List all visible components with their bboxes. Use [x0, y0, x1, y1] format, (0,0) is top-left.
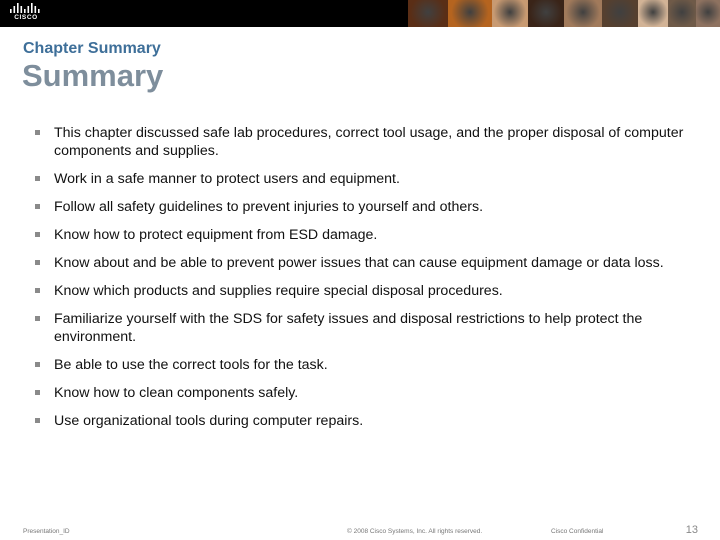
- cisco-bridge-icon: [10, 3, 42, 13]
- header-photo-strip: [408, 0, 720, 27]
- bullet-square-icon: [35, 316, 40, 321]
- bullet-item: [35, 412, 700, 430]
- bullet-text: Use organizational tools during computer repairs.: [54, 413, 364, 429]
- bullet-square-icon: [35, 418, 40, 423]
- bullet-text: Know which products and supplies require special disposal procedures.: [54, 283, 503, 299]
- bullet-square-icon: [35, 260, 40, 265]
- bullet-item: [35, 356, 700, 374]
- header-bar: [0, 0, 720, 27]
- cisco-logo-text: CISCO: [14, 14, 38, 21]
- header-photo-person-icon: [528, 0, 564, 27]
- header-photo-bridge-icon: [408, 0, 448, 27]
- footer-confidential: Cisco Confidential: [551, 528, 604, 535]
- bullet-text: Be able to use the correct tools for the task.: [54, 357, 328, 373]
- footer-copyright: © 2008 Cisco Systems, Inc. All rights reserved.: [347, 528, 483, 535]
- bullet-square-icon: [35, 204, 40, 209]
- bullet-item: [35, 310, 700, 346]
- bullet-item: [35, 226, 700, 244]
- bullet-text: Know how to protect equipment from ESD damage.: [54, 227, 378, 243]
- bullet-item: [35, 170, 700, 188]
- cisco-logo: [9, 3, 43, 23]
- bullet-text: Work in a safe manner to protect users and equipment.: [54, 171, 400, 187]
- bullet-text: Familiarize yourself with the SDS for safety issues and disposal restrictions to help protect the environment.: [54, 311, 643, 345]
- header-photo-leaves-icon: [448, 0, 492, 27]
- bullet-text: Know how to clean components safely.: [54, 385, 299, 401]
- bullet-item: [35, 124, 700, 160]
- footer-presentation-id: Presentation_ID: [23, 528, 70, 535]
- bullet-item: [35, 254, 700, 272]
- bullet-square-icon: [35, 362, 40, 367]
- bullet-text: Know about and be able to prevent power issues that can cause equipment damage or data loss.: [54, 255, 664, 271]
- bullet-square-icon: [35, 232, 40, 237]
- bullet-square-icon: [35, 390, 40, 395]
- chapter-label: Chapter Summary: [23, 40, 161, 57]
- header-photo-man-icon: [564, 0, 602, 27]
- header-photo-man-portrait-icon: [696, 0, 720, 27]
- header-photo-portrait-icon: [668, 0, 696, 27]
- page-number: 13: [685, 524, 698, 536]
- bullet-item: [35, 198, 700, 216]
- bullet-list: [35, 124, 700, 440]
- bullet-item: [35, 384, 700, 402]
- header-photo-people-icon: [602, 0, 638, 27]
- header-photo-woman-smiling-icon: [638, 0, 668, 27]
- bullet-text: This chapter discussed safe lab procedures, correct tool usage, and the proper disposal of computer components and supplies.: [54, 125, 684, 159]
- bullet-square-icon: [35, 130, 40, 135]
- header-photo-woman-icon: [492, 0, 528, 27]
- bullet-square-icon: [35, 176, 40, 181]
- bullet-text: Follow all safety guidelines to prevent injuries to yourself and others.: [54, 199, 484, 215]
- bullet-item: [35, 282, 700, 300]
- bullet-square-icon: [35, 288, 40, 293]
- page-title: Summary: [22, 58, 164, 93]
